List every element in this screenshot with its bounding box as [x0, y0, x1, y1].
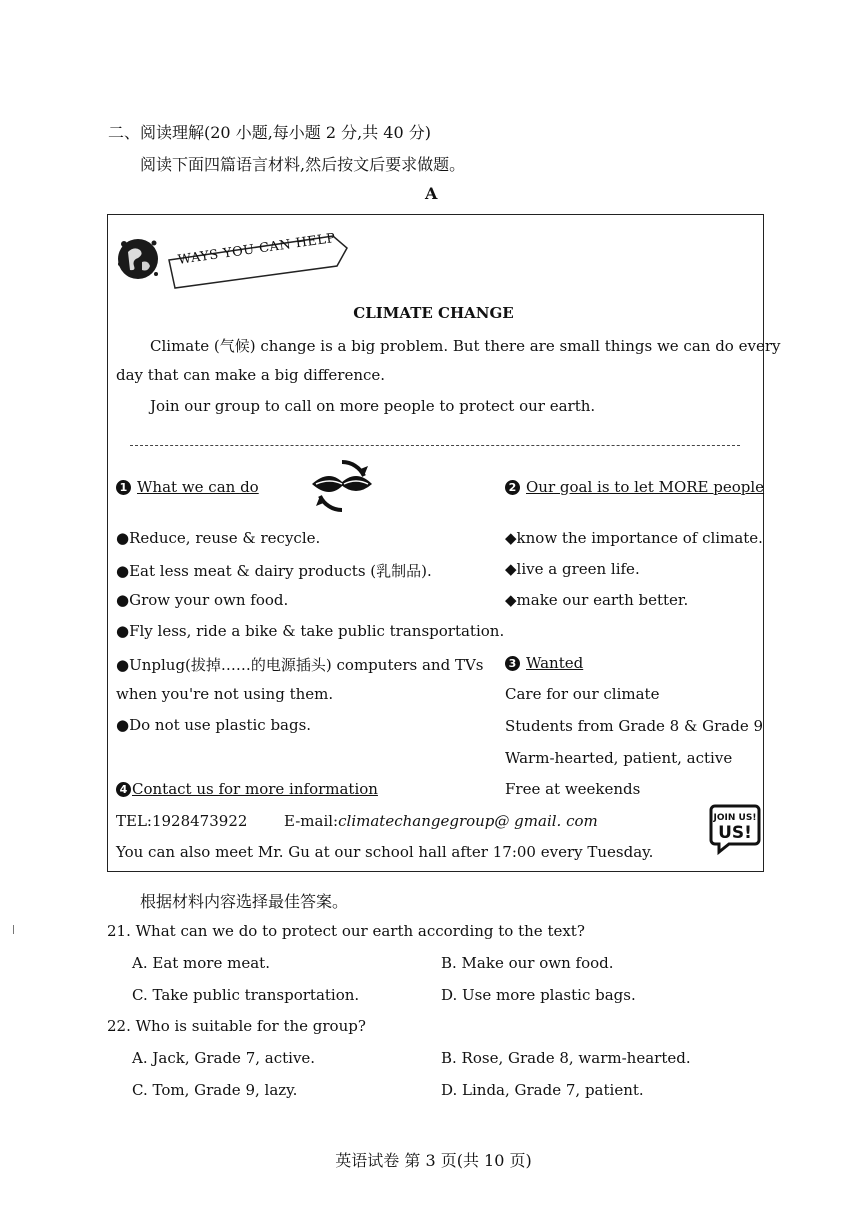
contact-meet: You can also meet Mr. Gu at our school hall after 17:00 every Tuesday.: [116, 843, 654, 861]
contact-heading: [116, 780, 378, 798]
list-item: Care for our climate: [505, 685, 660, 703]
intro-line-3: Join our group to call on more people to protect our earth.: [150, 397, 596, 415]
join-us-badge-icon: [707, 800, 763, 856]
dashed-divider: [130, 445, 740, 446]
passage-letter: A: [425, 184, 438, 203]
list-item: when you're not using them.: [116, 685, 334, 703]
list-item: ◆make our earth better.: [505, 591, 689, 609]
email-address: climatechangegroup@ gmail. com: [338, 812, 598, 830]
recycle-leaf-icon: [306, 458, 378, 514]
intro-line-1: Climate (气候) change is a big problem. But there are small things we can do every: [150, 337, 781, 355]
question-stem: 22. Who is suitable for the group?: [107, 1017, 366, 1035]
list-item: Students from Grade 8 & Grade 9: [505, 717, 764, 735]
list-item: ●Do not use plastic bags.: [116, 716, 312, 734]
question-option[interactable]: D. Linda, Grade 7, patient.: [441, 1081, 644, 1099]
join-badge-text: JOIN US!: [713, 813, 757, 823]
number-badge: 4: [116, 782, 131, 797]
poster-title: CLIMATE CHANGE: [353, 304, 514, 322]
list-item: ●Grow your own food.: [116, 591, 289, 609]
question-option[interactable]: B. Make our own food.: [441, 954, 614, 972]
section-instruction: 阅读下面四篇语言材料,然后按文后要求做题。: [140, 155, 466, 174]
question-option[interactable]: A. Eat more meat.: [132, 954, 270, 972]
contact-email: [284, 812, 598, 830]
list-item: ●Eat less meat & dairy products (乳制品).: [116, 562, 432, 580]
number-badge: 2: [505, 480, 520, 495]
list-item: ●Reduce, reuse & recycle.: [116, 529, 321, 547]
questions-intro: 根据材料内容选择最佳答案。: [140, 892, 349, 911]
question-option[interactable]: C. Tom, Grade 9, lazy.: [132, 1081, 298, 1099]
list-item: Warm-hearted, patient, active: [505, 749, 733, 767]
question-stem: 21. What can we do to protect our earth according to the text?: [107, 922, 585, 940]
page-footer: 英语试卷 第 3 页(共 10 页): [335, 1151, 532, 1170]
scan-mark: [13, 925, 14, 934]
heading-label: Contact us for more information: [132, 780, 378, 798]
list-item: ●Unplug(拔掉……的电源插头) computers and TVs: [116, 656, 484, 674]
question-option[interactable]: A. Jack, Grade 7, active.: [132, 1049, 316, 1067]
banner-text: WAYS YOU CAN HELP: [176, 230, 337, 268]
number-badge: 3: [505, 656, 520, 671]
list-item: ◆know the importance of climate.: [505, 529, 763, 547]
number-badge: 1: [116, 480, 131, 495]
list-item: ◆live a green life.: [505, 560, 640, 578]
wanted-heading: [505, 654, 583, 672]
section-title: 二、阅读理解(20 小题,每小题 2 分,共 40 分): [108, 123, 431, 142]
question-option[interactable]: C. Take public transportation.: [132, 986, 360, 1004]
heading-label: Our goal is to let MORE people: [526, 478, 765, 496]
email-label: E-mail:: [284, 812, 339, 830]
question-option[interactable]: B. Rose, Grade 8, warm-hearted.: [441, 1049, 691, 1067]
contact-tel: TEL:1928473922: [116, 812, 248, 830]
svg-text:US!: US!: [718, 823, 752, 843]
goal-heading: [505, 478, 764, 496]
list-item: Free at weekends: [505, 780, 641, 798]
question-option[interactable]: D. Use more plastic bags.: [441, 986, 636, 1004]
globe-icon: [114, 234, 162, 282]
intro-line-2: day that can make a big difference.: [116, 366, 386, 384]
what-we-can-do-heading: [116, 478, 259, 496]
heading-label: What we can do: [137, 478, 259, 496]
list-item: ●Fly less, ride a bike & take public transportation.: [116, 622, 505, 640]
heading-label: Wanted: [526, 654, 584, 672]
